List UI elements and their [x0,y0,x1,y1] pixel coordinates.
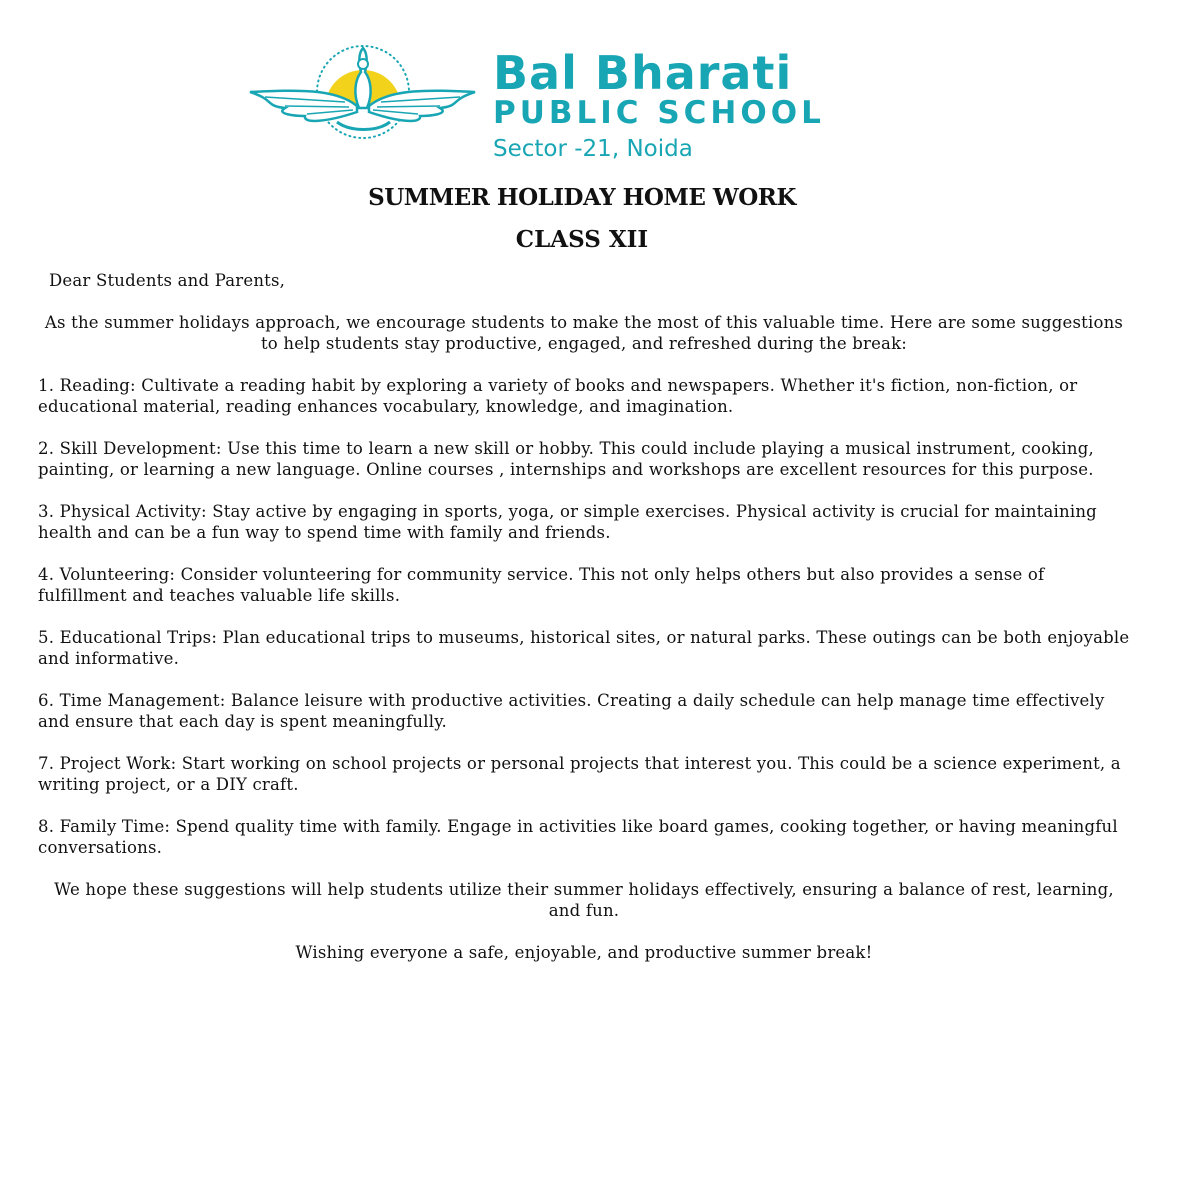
list-item: 6. Time Management: Balance leisure with productive activities. Creating a daily schedule can help manage time effectively and ensure that each day is spent meaningfully. [38,691,1105,731]
document-body [38,270,1130,984]
list-item: 1. Reading: Cultivate a reading habit by exploring a variety of books and newspapers. Whether it's fiction, non-fiction, or educational material, reading enhances vocabulary, knowledge, and imagination. [38,376,1078,416]
school-brand [493,46,913,162]
farewell-line: Wishing everyone a safe, enjoyable, and productive summer break! [295,943,873,962]
list-item: 2. Skill Development: Use this time to learn a new skill or hobby. This could include playing a musical instrument, cooking, painting, or learning a new language. Online courses , internships and workshops are excellent resources for this purpose. [38,439,1094,479]
document-title: SUMMER HOLIDAY HOME WORK [368,184,796,211]
intro-paragraph: As the summer holidays approach, we encourage students to make the most of this valuable time. Here are some suggestions to help students stay productive, engaged, and refreshed during the break: [44,313,1124,353]
school-header [245,40,925,160]
list-item: 5. Educational Trips: Plan educational trips to museums, historical sites, or natural parks. These outings can be both enjoyable and informative. [38,628,1130,668]
closing-paragraph: We hope these suggestions will help students utilize their summer holidays effectively, ensuring a balance of rest, learning, and fun. [54,880,1114,920]
list-item: 8. Family Time: Spend quality time with family. Engage in activities like board games, cooking together, or having meaningful conversations. [38,817,1118,857]
list-item: 3. Physical Activity: Stay active by engaging in sports, yoga, or simple exercises. Physical activity is crucial for maintaining health and can be a fun way to spend time with family and friends. [38,502,1097,542]
school-location: Sector -21, Noida [493,136,693,162]
school-emblem-icon [245,40,480,145]
school-type: PUBLIC SCHOOL [493,95,825,131]
school-name: Bal Bharati [493,46,793,100]
greeting: Dear Students and Parents, [49,271,286,290]
list-item: 4. Volunteering: Consider volunteering for community service. This not only helps others but also provides a sense of fulfillment and teaches valuable life skills. [38,565,1045,605]
list-item: 7. Project Work: Start working on school projects or personal projects that interest you. This could be a science experiment, a writing project, or a DIY craft. [38,754,1121,794]
document-class: CLASS XII [515,226,649,253]
